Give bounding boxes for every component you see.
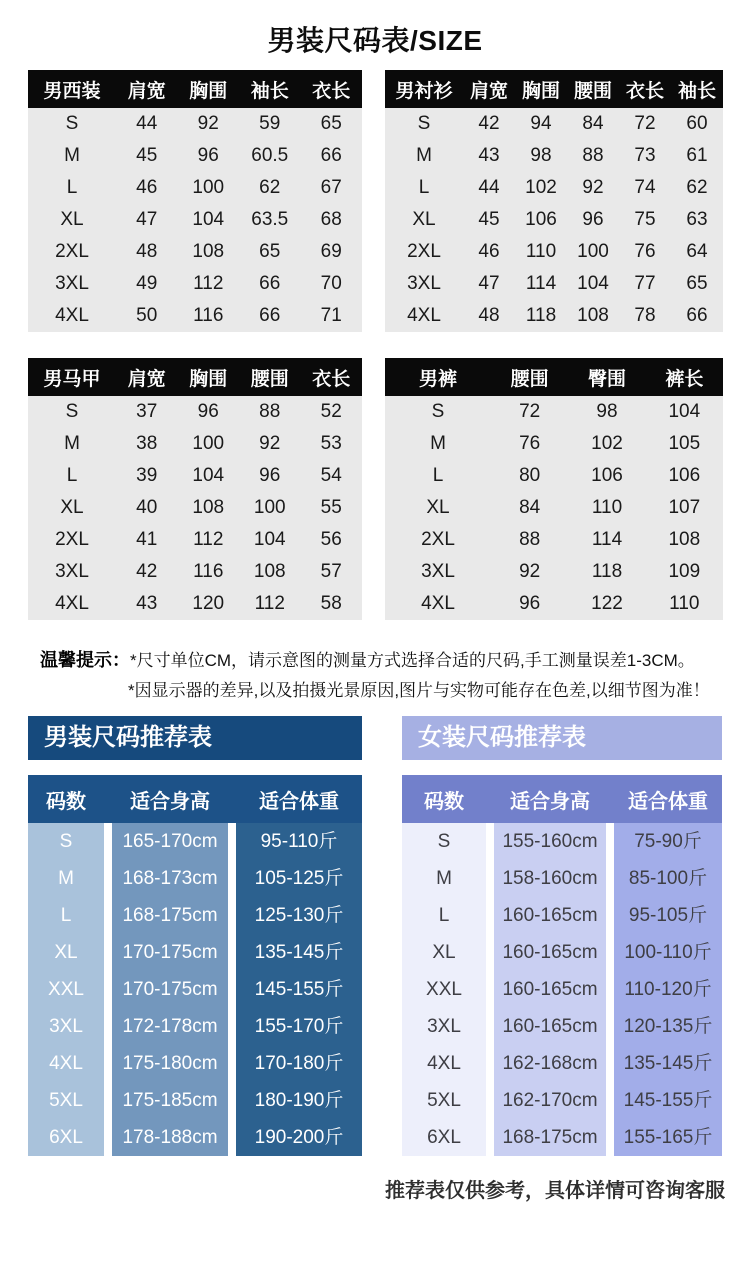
table-row: [385, 300, 723, 332]
table-cell: 96: [491, 588, 568, 620]
table-cell: M: [28, 140, 116, 172]
table-row: [385, 108, 723, 140]
table-cell: 108: [239, 556, 301, 588]
table-cell: 50: [116, 300, 178, 332]
table-cell: 104: [178, 204, 240, 236]
table-cell: 77: [619, 268, 671, 300]
column-header: 胸围: [515, 70, 567, 108]
table-cell: 104: [646, 396, 723, 428]
rec-cell: 162-170cm: [502, 1090, 598, 1111]
table-cell: 120: [178, 588, 240, 620]
table-row: [28, 236, 362, 268]
table-cell: 49: [116, 268, 178, 300]
table-row: [28, 524, 362, 556]
table-cell: 58: [301, 588, 363, 620]
rec-cell: 3XL: [49, 1016, 83, 1037]
table-cell: 38: [116, 428, 178, 460]
header-row: [385, 70, 723, 108]
table-cell: 55: [301, 492, 363, 524]
column-header: 码数: [46, 790, 86, 813]
rec-cell: 110-120斤: [624, 979, 712, 1000]
column-header: 臀围: [568, 358, 645, 396]
column-header: 袖长: [671, 70, 723, 108]
mens-recommend-header: [28, 775, 362, 823]
table-cell: 88: [567, 140, 619, 172]
column-header: 衣长: [301, 70, 363, 108]
notice-line-1: [40, 645, 750, 676]
table-cell: 4XL: [385, 588, 491, 620]
notice-text-1: *尺寸单位CM，请示意图的测量方式选择合适的尺码,手工测量误差1-3CM。: [130, 651, 695, 670]
rec-cell: 5XL: [427, 1090, 461, 1111]
rec-cell: 160-165cm: [502, 942, 598, 963]
notice-block: [0, 645, 750, 706]
table-cell: 100: [178, 172, 240, 204]
womens-recommend-title: 女装尺码推荐表: [402, 716, 722, 760]
mens-recommend-table: [28, 716, 362, 1156]
table-cell: 60: [671, 108, 723, 140]
column-header: 适合身高: [130, 790, 210, 813]
rec-cell: 75-90斤: [634, 831, 702, 852]
table-cell: 66: [301, 140, 363, 172]
table-cell: 100: [567, 236, 619, 268]
table-cell: 3XL: [385, 556, 491, 588]
mens-recommend-title: 男装尺码推荐表: [28, 716, 362, 760]
table-cell: L: [385, 460, 491, 492]
table-cell: 61: [671, 140, 723, 172]
table-row: [28, 108, 362, 140]
table-row: [385, 460, 723, 492]
header-row: [28, 358, 362, 396]
rec-cell: 6XL: [427, 1127, 461, 1148]
rec-cell: 4XL: [49, 1053, 83, 1074]
table-cell: 65: [671, 268, 723, 300]
rec-cell: 165-170cm: [122, 831, 218, 852]
column-header: 肩宽: [116, 358, 178, 396]
table-cell: 96: [178, 396, 240, 428]
table-cell: 57: [301, 556, 363, 588]
table-cell: 112: [178, 524, 240, 556]
table-cell: 67: [301, 172, 363, 204]
table-cell: 76: [491, 428, 568, 460]
rec-cell: 170-175cm: [122, 942, 218, 963]
table-row: [28, 204, 362, 236]
column-header: 裤长: [646, 358, 723, 396]
table-cell: 2XL: [385, 236, 463, 268]
table-cell: 108: [178, 492, 240, 524]
table-cell: 102: [515, 172, 567, 204]
table-cell: 106: [646, 460, 723, 492]
table-cell: 110: [515, 236, 567, 268]
rec-cell: 158-160cm: [502, 868, 598, 889]
column-header: 腰围: [567, 70, 619, 108]
table-cell: 56: [301, 524, 363, 556]
table-cell: XL: [385, 492, 491, 524]
table-cell: 73: [619, 140, 671, 172]
table-row: [385, 172, 723, 204]
table-row: [28, 300, 362, 332]
table-cell: S: [28, 396, 116, 428]
table-cell: S: [28, 108, 116, 140]
table-cell: 88: [491, 524, 568, 556]
rec-cell: 95-110斤: [260, 831, 338, 852]
table-cell: 96: [567, 204, 619, 236]
table-cell: 47: [463, 268, 515, 300]
table-cell: 3XL: [28, 268, 116, 300]
table-cell: 74: [619, 172, 671, 204]
table-cell: 45: [463, 204, 515, 236]
table-cell: 104: [239, 524, 301, 556]
table-cell: 98: [515, 140, 567, 172]
rec-cell: 145-155斤: [254, 979, 344, 1000]
rec-cell: XL: [54, 942, 78, 963]
rec-cell: 168-175cm: [122, 905, 218, 926]
rec-cell: 4XL: [427, 1053, 461, 1074]
table-cell: 92: [239, 428, 301, 460]
table-cell: 4XL: [28, 588, 116, 620]
column-header: 肩宽: [116, 70, 178, 108]
column-header: 胸围: [178, 358, 240, 396]
table-cell: 66: [239, 268, 301, 300]
table-cell: 48: [116, 236, 178, 268]
rec-column: [494, 823, 606, 1156]
rec-cell: 178-188cm: [122, 1127, 218, 1148]
mens-recommend-body: [28, 823, 362, 1156]
table-cell: 122: [568, 588, 645, 620]
mens-pants-size-table: [385, 358, 723, 620]
table-row: [385, 268, 723, 300]
mens-suit-size-table: [28, 70, 362, 332]
mens-vest-size-table: [28, 358, 362, 620]
table-cell: L: [385, 172, 463, 204]
table-cell: 92: [491, 556, 568, 588]
table-cell: 75: [619, 204, 671, 236]
table-row: [28, 460, 362, 492]
table-cell: 116: [178, 556, 240, 588]
rec-cell: 155-160cm: [502, 831, 598, 852]
table-row: [28, 396, 362, 428]
table-cell: 109: [646, 556, 723, 588]
notice-label: 温馨提示：: [40, 650, 130, 670]
table-cell: 107: [646, 492, 723, 524]
rec-cell: 85-100斤: [628, 868, 708, 889]
rec-cell: 145-155斤: [623, 1090, 713, 1111]
column-header: 码数: [424, 790, 464, 813]
column-header: 胸围: [178, 70, 240, 108]
table-cell: 116: [178, 300, 240, 332]
table-cell: 108: [646, 524, 723, 556]
table-cell: 64: [671, 236, 723, 268]
rec-cell: 125-130斤: [254, 905, 344, 926]
table-cell: 59: [239, 108, 301, 140]
table-cell: 53: [301, 428, 363, 460]
rec-cell: 175-185cm: [122, 1090, 218, 1111]
rec-cell: 175-180cm: [122, 1053, 218, 1074]
table-cell: 42: [463, 108, 515, 140]
rec-cell: 105-125斤: [254, 868, 344, 889]
rec-cell: 95-105斤: [628, 905, 708, 926]
table-cell: 72: [619, 108, 671, 140]
table-cell: 106: [568, 460, 645, 492]
middle-tables-row: [0, 358, 750, 620]
column-header: 腰围: [491, 358, 568, 396]
rec-cell: 155-165斤: [623, 1127, 713, 1148]
table-cell: 41: [116, 524, 178, 556]
table-cell: 92: [178, 108, 240, 140]
table-row: [28, 172, 362, 204]
rec-cell: 135-145斤: [623, 1053, 713, 1074]
table-cell: 98: [568, 396, 645, 428]
rec-cell: L: [438, 905, 450, 926]
table-row: [385, 556, 723, 588]
table-cell: 42: [116, 556, 178, 588]
table-cell: 47: [116, 204, 178, 236]
rec-cell: S: [437, 831, 451, 852]
rec-cell: 3XL: [427, 1016, 461, 1037]
rec-cell: M: [436, 868, 452, 889]
table-row: [385, 396, 723, 428]
table-row: [385, 588, 723, 620]
table-cell: 62: [239, 172, 301, 204]
table-cell: 118: [515, 300, 567, 332]
table-cell: 66: [671, 300, 723, 332]
table-cell: 78: [619, 300, 671, 332]
header-row: [385, 358, 723, 396]
table-cell: 2XL: [28, 236, 116, 268]
rec-column: [28, 823, 104, 1156]
rec-cell: 160-165cm: [502, 1016, 598, 1037]
table-cell: 72: [491, 396, 568, 428]
rec-cell: 162-168cm: [502, 1053, 598, 1074]
table-cell: 44: [116, 108, 178, 140]
table-cell: 80: [491, 460, 568, 492]
column-header: 适合体重: [628, 790, 708, 813]
table-cell: 104: [178, 460, 240, 492]
table-cell: XL: [385, 204, 463, 236]
table-row: [385, 204, 723, 236]
table-row: [28, 588, 362, 620]
column-header: 衣长: [301, 358, 363, 396]
table-cell: 106: [515, 204, 567, 236]
rec-column: [112, 823, 228, 1156]
rec-column: [402, 823, 486, 1156]
table-cell: S: [385, 396, 491, 428]
table-cell: 65: [301, 108, 363, 140]
rec-cell: M: [58, 868, 74, 889]
table-cell: 96: [239, 460, 301, 492]
header-row: [28, 70, 362, 108]
rec-cell: L: [60, 905, 72, 926]
rec-cell: XL: [432, 942, 456, 963]
rec-cell: 170-175cm: [122, 979, 218, 1000]
table-cell: 88: [239, 396, 301, 428]
rec-cell: 135-145斤: [254, 942, 344, 963]
rec-cell: 100-110斤: [624, 942, 712, 963]
table-cell: 66: [239, 300, 301, 332]
table-cell: 84: [567, 108, 619, 140]
rec-cell: 155-170斤: [254, 1016, 344, 1037]
column-header: 男衬衫: [385, 70, 463, 108]
rec-cell: XXL: [426, 979, 462, 1000]
table-cell: 65: [239, 236, 301, 268]
table-cell: M: [28, 428, 116, 460]
table-cell: 112: [239, 588, 301, 620]
table-cell: L: [28, 460, 116, 492]
rec-cell: 5XL: [49, 1090, 83, 1111]
table-cell: 54: [301, 460, 363, 492]
table-cell: 63: [671, 204, 723, 236]
table-cell: 114: [568, 524, 645, 556]
column-header: 适合身高: [510, 790, 590, 813]
table-cell: 112: [178, 268, 240, 300]
table-cell: 110: [646, 588, 723, 620]
column-header: 肩宽: [463, 70, 515, 108]
rec-cell: 168-175cm: [502, 1127, 598, 1148]
column-header: 袖长: [239, 70, 301, 108]
table-row: [385, 492, 723, 524]
womens-recommend-header: [402, 775, 722, 823]
table-cell: 102: [568, 428, 645, 460]
table-cell: 43: [116, 588, 178, 620]
table-row: [28, 140, 362, 172]
column-header: 腰围: [239, 358, 301, 396]
table-cell: 62: [671, 172, 723, 204]
rec-column: [236, 823, 362, 1156]
table-cell: XL: [28, 492, 116, 524]
womens-recommend-table: [402, 716, 722, 1156]
rec-cell: 160-165cm: [502, 979, 598, 1000]
rec-cell: 168-173cm: [122, 868, 218, 889]
table-cell: 94: [515, 108, 567, 140]
table-cell: 44: [463, 172, 515, 204]
table-row: [28, 428, 362, 460]
womens-recommend-body: [402, 823, 722, 1156]
page-title: 男装尺码表/SIZE: [267, 25, 483, 56]
recommend-tables-row: [0, 716, 750, 1156]
table-row: [385, 140, 723, 172]
table-cell: XL: [28, 204, 116, 236]
table-cell: 84: [491, 492, 568, 524]
table-cell: 108: [567, 300, 619, 332]
table-cell: 71: [301, 300, 363, 332]
column-header: 男马甲: [28, 358, 116, 396]
table-cell: S: [385, 108, 463, 140]
table-cell: 52: [301, 396, 363, 428]
table-cell: 69: [301, 236, 363, 268]
table-row: [28, 268, 362, 300]
table-row: [28, 556, 362, 588]
table-cell: 110: [568, 492, 645, 524]
table-cell: 40: [116, 492, 178, 524]
table-cell: 108: [178, 236, 240, 268]
table-cell: 4XL: [28, 300, 116, 332]
table-cell: 2XL: [385, 524, 491, 556]
rec-cell: 120-135斤: [623, 1016, 713, 1037]
rec-cell: 172-178cm: [122, 1016, 218, 1037]
table-cell: 105: [646, 428, 723, 460]
notice-line-2: *因显示器的差异,以及拍摄光景原因,图片与实物可能存在色差,以细节图为准！: [128, 681, 710, 700]
table-cell: 45: [116, 140, 178, 172]
table-cell: 37: [116, 396, 178, 428]
footer-note: 推荐表仅供参考，具体详情可咨询客服: [385, 1180, 725, 1202]
table-cell: 118: [568, 556, 645, 588]
table-cell: 46: [463, 236, 515, 268]
column-header: 男裤: [385, 358, 491, 396]
table-cell: 92: [567, 172, 619, 204]
table-cell: L: [28, 172, 116, 204]
table-cell: M: [385, 140, 463, 172]
table-cell: 114: [515, 268, 567, 300]
table-cell: 100: [239, 492, 301, 524]
table-cell: 39: [116, 460, 178, 492]
table-cell: 100: [178, 428, 240, 460]
table-row: [385, 428, 723, 460]
table-row: [385, 524, 723, 556]
rec-cell: XXL: [48, 979, 84, 1000]
table-cell: 46: [116, 172, 178, 204]
rec-cell: 160-165cm: [502, 905, 598, 926]
rec-column: [614, 823, 722, 1156]
table-cell: 76: [619, 236, 671, 268]
column-header: 衣长: [619, 70, 671, 108]
table-cell: 48: [463, 300, 515, 332]
table-cell: 2XL: [28, 524, 116, 556]
column-header: 适合体重: [259, 790, 339, 813]
table-cell: M: [385, 428, 491, 460]
table-cell: 104: [567, 268, 619, 300]
rec-cell: S: [59, 831, 73, 852]
table-cell: 60.5: [239, 140, 301, 172]
table-row: [28, 492, 362, 524]
table-cell: 4XL: [385, 300, 463, 332]
table-cell: 3XL: [28, 556, 116, 588]
table-cell: 70: [301, 268, 363, 300]
column-header: 男西装: [28, 70, 116, 108]
mens-shirt-size-table: [385, 70, 723, 332]
table-cell: 63.5: [239, 204, 301, 236]
rec-cell: 180-190斤: [254, 1090, 344, 1111]
rec-cell: 190-200斤: [254, 1127, 344, 1148]
table-cell: 43: [463, 140, 515, 172]
table-row: [385, 236, 723, 268]
table-cell: 68: [301, 204, 363, 236]
rec-cell: 170-180斤: [254, 1053, 344, 1074]
table-cell: 96: [178, 140, 240, 172]
table-cell: 3XL: [385, 268, 463, 300]
rec-cell: 6XL: [49, 1127, 83, 1148]
top-tables-row: [0, 70, 750, 332]
